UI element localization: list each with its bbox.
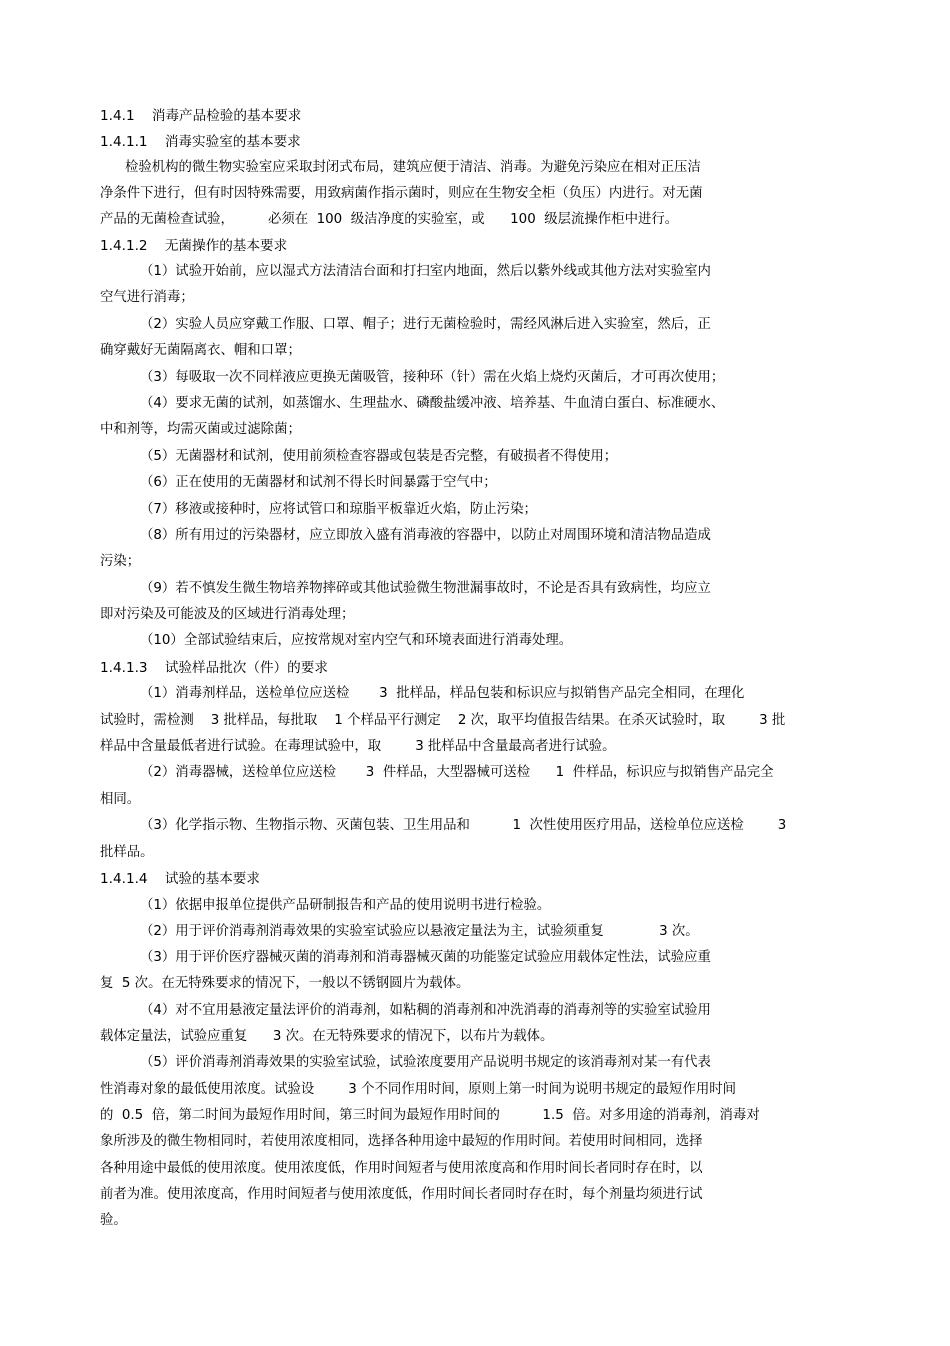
list-item-line: 验。 (100, 1213, 127, 1228)
list-item-line: （1）依据申报单位提供产品研制报告和产品的使用说明书进行检验。 (140, 898, 551, 913)
list-item-line: （5）评价消毒剂消毒效果的实验室试验，试验浓度要用产品说明书规定的该消毒剂对某一有代表 (140, 1055, 711, 1070)
list-item-line: （3）化学指示物、生物指示物、灭菌包装、卫生用品和 1 次性使用医疗用品，送检单位应送检 3 (140, 818, 787, 833)
list-item-line: （2）消毒器械，送检单位应送检 3 件样品，大型器械可送检 1 件样品，标识应与拟销售产品完全 (140, 765, 774, 780)
list-item-line: 确穿戴好无菌隔离衣、帽和口罩； (100, 343, 301, 358)
list-item-line: 试验时，需检测 3 批样品，每批取 1 个样品平行测定 2 次，取平均值报告结果。在杀灭试验时，取 3 批 (100, 713, 786, 728)
list-item-line: （1）消毒剂样品，送检单位应送检 3 批样品，样品包装和标识应与拟销售产品完全相同，在理化 (140, 686, 745, 701)
list-item-line: 污染； (100, 554, 141, 569)
list-item-line: （6）正在使用的无菌器材和试剂不得长时间暴露于空气中； (140, 475, 497, 490)
list-item-line: （8）所有用过的污染器材，应立即放入盛有消毒液的容器中，以防止对周围环境和清洁物品造成 (140, 528, 711, 543)
list-item-line: 各种用途中最低的使用浓度。使用浓度低，作用时间短者与使用浓度高和作用时间长者同时存在时，以 (100, 1161, 703, 1176)
section-heading-1-4-1-4: 1.4.1.4 试验的基本要求 (100, 871, 260, 887)
list-item-line: 中和剂等，均需灭菌或过滤除菌； (100, 422, 301, 437)
list-item-line: 象所涉及的微生物相同时，若使用浓度相同，选择各种用途中最短的作用时间。若使用时间相同，选择 (100, 1134, 703, 1149)
list-item-line: （2）用于评价消毒剂消毒效果的实验室试验应以悬液定量法为主，试验须重复 3 次。 (140, 924, 699, 939)
list-item-line: 批样品。 (100, 845, 154, 860)
list-item-line: （2）实验人员应穿戴工作服、口罩、帽子；进行无菌检验时，需经风淋后进入实验室，然后，正 (140, 317, 711, 332)
list-item-line: 样品中含量最低者进行试验。在毒理试验中，取 3 批样品中含量最高者进行试验。 (100, 739, 616, 754)
list-item-line: （3）用于评价医疗器械灭菌的消毒剂和消毒器械灭菌的功能鉴定试验应用载体定性法，试验应重 (140, 950, 711, 965)
list-item-line: （3）每吸取一次不同样液应更换无菌吸管，接种环（针）需在火焰上烧灼灭菌后，才可再次使用； (140, 370, 725, 385)
section-heading-1-4-1-2: 1.4.1.2 无菌操作的基本要求 (100, 238, 288, 254)
list-item-line: （9）若不慎发生微生物培养物摔碎或其他试验微生物泄漏事故时，不论是否具有致病性，均应立 (140, 581, 711, 596)
section-heading-1-4-1-3: 1.4.1.3 试验样品批次（件）的要求 (100, 660, 328, 676)
list-item-line: （1）试验开始前，应以湿式方法清洁台面和打扫室内地面，然后以紫外线或其他方法对实验室内 (140, 264, 711, 279)
list-item-line: 相同。 (100, 792, 141, 807)
section-heading-1-4-1: 1.4.1 消毒产品检验的基本要求 (100, 108, 302, 124)
paragraph-line: 净条件下进行，但有时因特殊需要，用致病菌作指示菌时，则应在生物安全柜（负压）内进行。对无菌 (100, 186, 703, 201)
list-item-line: （7）移液或接种时，应将试管口和琼脂平板靠近火焰，防止污染； (140, 502, 537, 517)
list-item-line: 性消毒对象的最低使用浓度。试验设 3 个不同作用时间，原则上第一时间为说明书规定的最短作用时间 (100, 1082, 737, 1097)
list-item-line: （5）无菌器材和试剂，使用前须检查容器或包装是否完整，有破损者不得使用； (140, 449, 618, 464)
list-item-line: （10）全部试验结束后，应按常规对室内空气和环境表面进行消毒处理。 (140, 633, 573, 648)
list-item-line: （4）对不宜用悬液定量法评价的消毒剂，如粘稠的消毒剂和冲洗消毒的消毒剂等的实验室试验用 (140, 1003, 711, 1018)
list-item-line: 复 5 次。在无特殊要求的情况下，一般以不锈钢圆片为载体。 (100, 976, 470, 991)
list-item-line: （4）要求无菌的试剂，如蒸馏水、生理盐水、磷酸盐缓冲液、培养基、牛血清白蛋白、标准硬水、 (140, 396, 725, 411)
list-item-line: 载体定量法，试验应重复 3 次。在无特殊要求的情况下，以布片为载体。 (100, 1029, 554, 1044)
paragraph-line: 产品的无菌检查试验， 必须在 100 级洁净度的实验室，或 100 级层流操作柜中进行。 (100, 212, 679, 227)
section-heading-1-4-1-1: 1.4.1.1 消毒实验室的基本要求 (100, 134, 301, 150)
list-item-line: 空气进行消毒； (100, 290, 194, 305)
list-item-line: 即对污染及可能波及的区域进行消毒处理； (100, 607, 355, 622)
paragraph-line: 检验机构的微生物实验室应采取封闭式布局，建筑应便于清洁、消毒。为避免污染应在相对正压洁 (125, 160, 701, 175)
list-item-line: 的 0.5 倍，第二时间为最短作用时间，第三时间为最短作用时间的 1.5 倍。对多用途的消毒剂，消毒对 (100, 1108, 760, 1123)
list-item-line: 前者为准。使用浓度高，作用时间短者与使用浓度低，作用时间长者同时存在时，每个剂量均须进行试 (100, 1187, 703, 1202)
